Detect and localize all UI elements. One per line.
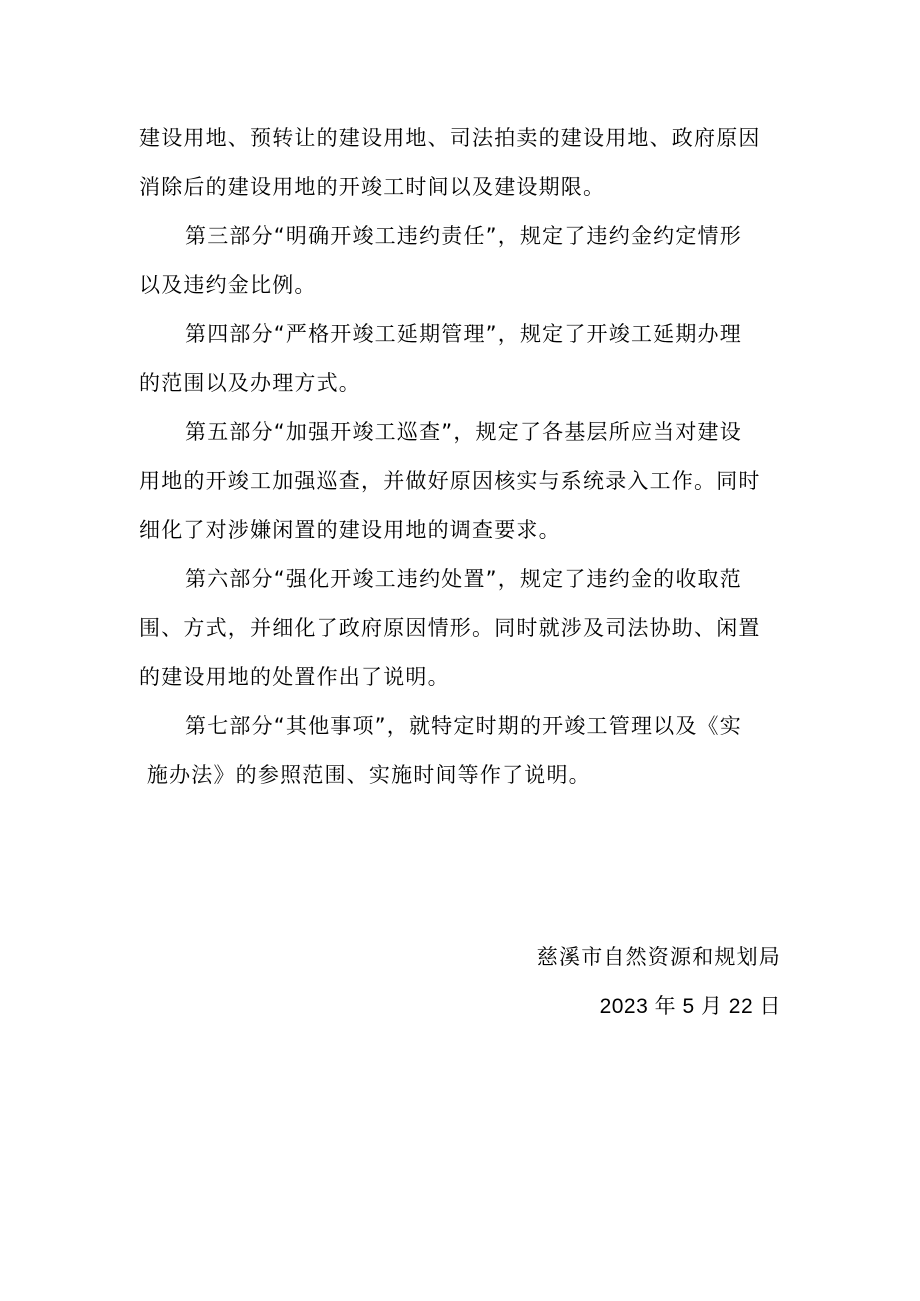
text-line: 的建设用地的处置作出了说明。: [139, 665, 450, 689]
paragraph: [139, 310, 784, 408]
signature-block: [537, 933, 781, 1031]
paragraph: [139, 408, 784, 555]
text-line: 的范围以及办理方式。: [139, 371, 361, 395]
text-line: 建设用地、预转让的建设用地、司法拍卖的建设用地、政府原因: [139, 126, 761, 150]
text-line: 第五部分“加强开竣工巡查”，规定了各基层所应当对建设: [185, 420, 742, 444]
text-line: 以及违约金比例。: [139, 273, 317, 297]
paragraph: [139, 555, 784, 702]
issuing-organization: 慈溪市自然资源和规划局: [536, 945, 781, 969]
text-line: 第三部分“明确开竣工违约责任”，规定了违约金约定情形: [185, 224, 742, 248]
text-line: 细化了对涉嫌闲置的建设用地的调查要求。: [139, 518, 561, 542]
text-line: 消除后的建设用地的开竣工时间以及建设期限。: [139, 175, 606, 199]
text-line: 第四部分“严格开竣工延期管理”，规定了开竣工延期办理: [185, 322, 742, 346]
text-line: 用地的开竣工加强巡查，并做好原因核实与系统录入工作。同时: [139, 469, 761, 493]
paragraph: [139, 212, 784, 310]
text-line: 施办法》的参照范围、实施时间等作了说明。: [139, 763, 591, 787]
text-line: 第六部分“强化开竣工违约处置”，规定了违约金的收取范: [185, 567, 742, 591]
issue-date: 2023 年 5 月 22 日: [599, 995, 781, 1018]
paragraph: [139, 702, 784, 800]
text-line: 围、方式，并细化了政府原因情形。同时就涉及司法协助、闲置: [139, 616, 761, 640]
paragraph: [139, 114, 784, 212]
document-body: [139, 114, 784, 800]
text-line: 第七部分“其他事项”，就特定时期的开竣工管理以及《实: [185, 714, 742, 738]
